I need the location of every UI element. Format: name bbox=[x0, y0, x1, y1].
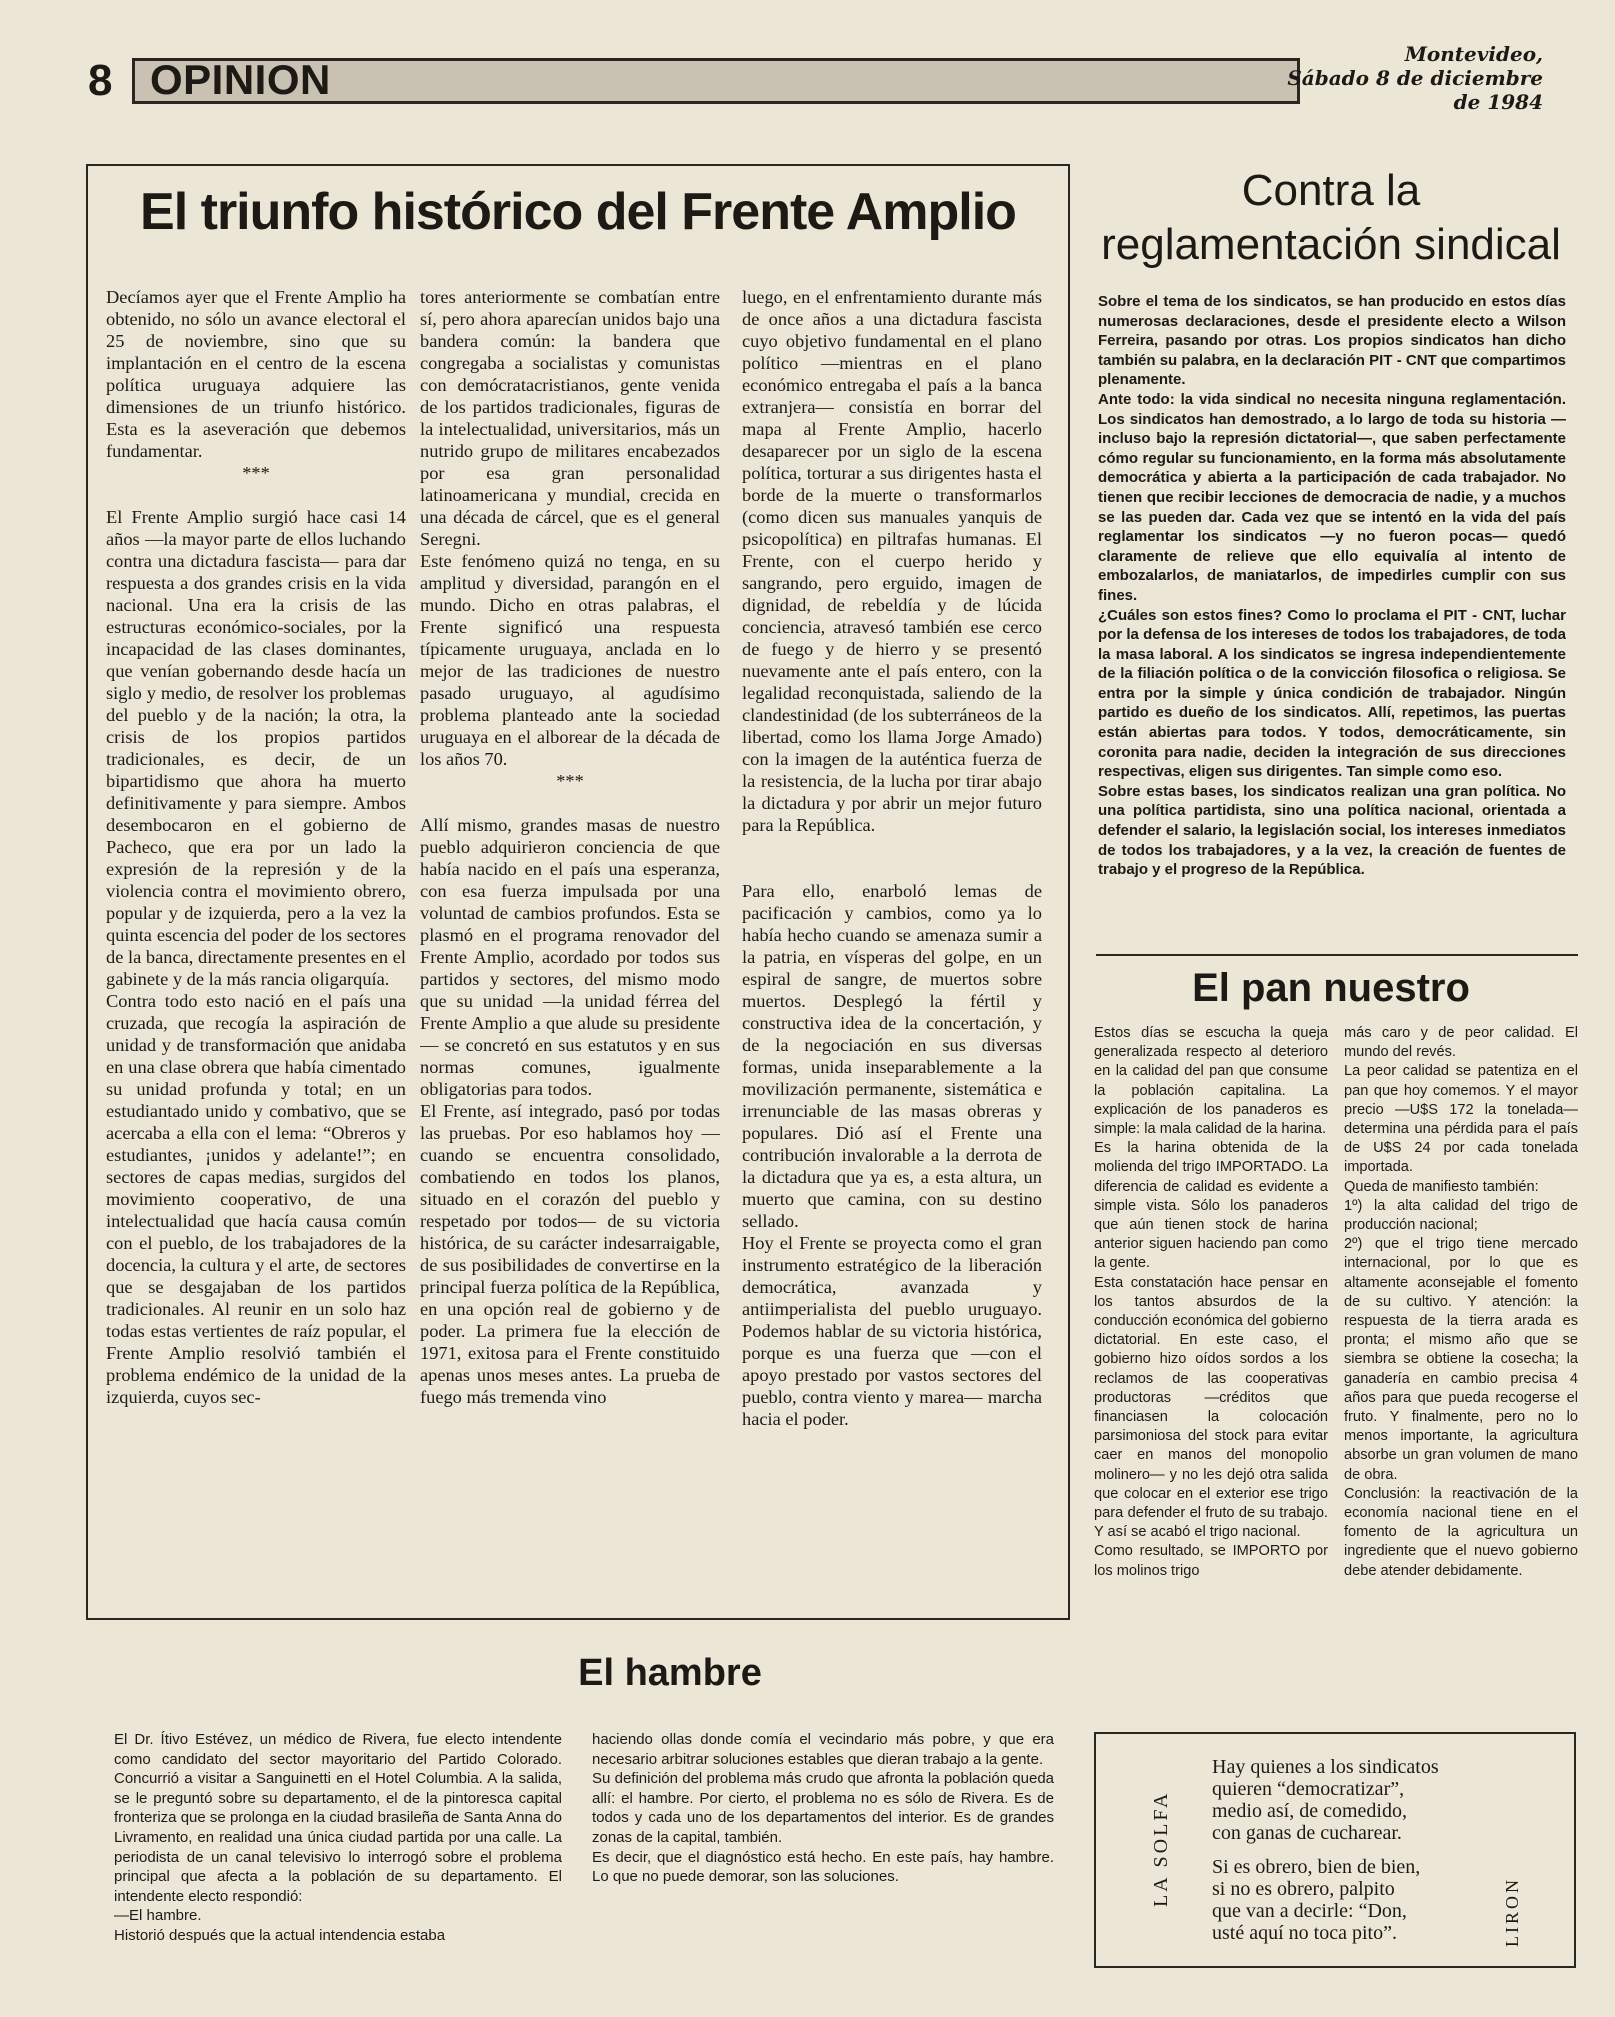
divider bbox=[1096, 954, 1578, 956]
dateline-day: Sábado 8 de diciembre bbox=[1287, 66, 1543, 90]
pan-headline: El pan nuestro bbox=[1192, 966, 1470, 1010]
pan-column-2: más caro y de peor calidad. El mundo del revés. La peor calidad se patentiza en el pan que hoy comemos. Y el mayor precio —U$S 172 la tonelada— determina una pérdida para el país de U$S 24 por cada tonelada importada. Queda de manifiesto también: 1º) la alta calidad del trigo de producción nacional; 2º) que el trigo tiene mercado internacional, por lo que es altamente aconsejable el fomento de su cultivo. Y atención: la respuesta de la tierra arada es pronta; el mismo año que se siembra se obtiene la cosecha; la ganadería en cambio precisa 4 años para que pueda recogerse el fruto. Y finalmente, pero no lo menos importante, la agricultura absorbe un gran volumen de mano de obra. Conclusión: la reactivación de la economía nacional tiene en el fomento de la agricultura un ingrediente que el nuevo gobierno debe atender debidamente. bbox=[1344, 1025, 1578, 1579]
column-paragraph: El Frente Amplio surgió hace casi 14 años —la mayor parte de ellos luchando contra una dictadura fascista— para dar respuesta a dos grandes crisis en la vida nacional. Una era la crisis de las estructuras económico-sociales, por la incapacidad de las clases dominantes, que venían gobernando desde hacía un siglo y medio, de resolver los problemas del pueblo y de la nación; la otra, la crisis de los propios partidos tradicionales, es decir, de un bipartidismo que ahora ha muerto definitivamente y para siempre. Ambos desembocaron en el gobierno de Pacheco, que era por un lado la expresión de la represión y de la violencia contra el movimiento obrero, popular y de izquierda, pero a la vez la quinta escencia del poder de los sectores de la banca, directamente presentes en el gabinete y de la más rancia oligarquía. Contra todo esto nació en el país una cruzada, que recogía la aspiración de unidad y de transformación que anidaba en una clase obrera que había cimentado su unidad profunda y total; en un estudiantado unido y combativo, que se acercaba a ella con el lema: “Obreros y estudiantes, ¡unidos y adelante!”; en sectores de capas medias, surgidos del movimiento cooperativo, de una intelectualidad que hacía causa común con el pueblo, de los trabajadores de la docencia, la cultura y el arte, de sectores que se desgajaban de los partidos tradicionales. Al reunir en un solo haz todas estas vertientes de raíz popular, el Frente Amplio resolvió también el problema endémico de la unidad de la izquierda, cuyos sec- bbox=[106, 507, 406, 1407]
separator: *** bbox=[242, 463, 270, 483]
column-paragraph: Para ello, enarboló lemas de pacificación y cambios, como ya lo había hecho cuando se amenaza sumir a la patria, en vísperas del golpe, en un espiral de sangre, de muertos sobre muertos. Desplegó la fértil y constructiva idea de la concertación, y de la negociación en sus diversas formas, unida inseparablemente a la movilización permanente, sistemática e irrenunciable de las masas obreras y populares. Dió así el Frente una contribución invalorable a la derrota de la dictadura que ya es, a esta altura, un muerto que camina, con su destino sellado. Hoy el Frente se proyecta como el gran instrumento estratégico de la liberación democrática, avanzada y antiimperialista del pueblo uruguayo. Podemos hablar de su victoria histórica, porque es una fuerza que —con el apoyo prestado por vastos sectores del pueblo, contra viento y marea— marcha hacia el poder. bbox=[742, 881, 1042, 1429]
page-number: 8 bbox=[88, 56, 113, 105]
article-headline: El triunfo histórico del Frente Amplio bbox=[140, 183, 1016, 241]
poem-stanza: Si es obrero, bien de bien, si no es obrero, palpito que van a decirle: “Don, usté aquí no toca pito”. bbox=[1212, 1856, 1421, 1944]
solfa-label: LA SOLFA bbox=[1150, 1790, 1172, 1908]
column-paragraph: tores anteriormente se combatían entre sí, pero ahora aparecían unidos bajo una bandera común: la bandera que congregaba a socialistas y comunistas con demócratacristianos, gente venida de los partidos tradicionales, figuras de la intelectualidad, universitarios, más un nutrido grupo de militares encabezados por esa gran personalidad latinoamericana y mundial, crecida en una década de cárcel, que es el general Seregni. Este fenómeno quizá no tenga, en su amplitud y diversidad, parangón en el mundo. Dicho en otras palabras, el Frente significó una respuesta típicamente uruguaya, anclada en lo mejor de las tradiciones de nuestro pasado uruguayo, al agudísimo problema planteado ante la sociedad uruguaya en el alborear de la década de los años 70. bbox=[420, 287, 720, 769]
contra-headline: Contra la reglamentación sindical bbox=[1101, 166, 1561, 269]
column-paragraph: Allí mismo, grandes masas de nuestro pueblo adquirieron conciencia de que había nacido en el país una esperanza, con esa fuerza impulsada por una voluntad de cambios profundos. Esta se plasmó en el programa renovador del Frente Amplio, acordado por todos sus partidos y sectores, del mismo modo que su unidad —la unidad férrea del Frente Amplio a que alude su presidente— se concretó en sus estatutos y en sus normas comunes, igualmente obligatorias para todos. El Frente, así integrado, pasó por todas las pruebas. Por eso hablamos hoy —cuando se encuentra consolidado, combatiendo en todos los planos, situado en el corazón del pueblo y respetado por todos— de su victoria histórica, de su carácter indesarraigable, de sus posibilidades de convertirse en la principal fuerza política de la República, en una opción real de gobierno y de poder. La primera fue la elección de 1971, exitosa para el Frente constituido apenas unos meses antes. La prueba de fuego más tremenda vino bbox=[420, 815, 720, 1407]
column-paragraph: Decíamos ayer que el Frente Amplio ha obtenido, no sólo un avance electoral el 25 de noviembre, sino que su implantación en el centro de la escena política uruguaya adquiere las dimensiones de un triunfo histórico. Esta es la aseveración que debemos fundamentar. bbox=[106, 287, 406, 461]
column-paragraph: luego, en el enfrentamiento durante más de once años a una dictadura fascista cuyo objetivo fundamental en el plano político —mientras en el plano económico entregaba el país a la banca extranjera— consistía en borrar del mapa al Frente Amplio, hacerlo desaparecer por un siglo de la escena política, torturar a sus dirigentes hasta el borde de la muerte o transformarlos (como dicen sus manuales yanquis de psicopolítica) en piltrafas humanas. El Frente, con el cuerpo herido y sangrando, pero erguido, imagen de dignidad, de rebeldía y de lúcida conciencia, atravesó también ese cerco de fuego y de hierro y se presentó nuevamente ante el país entero, con la legalidad reconquistada, saliendo de la clandestinidad (de los subterráneos de la libertad, como los llama Jorge Amado) con la imagen de la auténtica fuerza de la resistencia, de la lucha por tirar abajo la dictadura y por abrir un mejor futuro para la República. bbox=[742, 287, 1042, 835]
article-column-2 bbox=[420, 264, 720, 1594]
contra-body: Sobre el tema de los sindicatos, se han producido en estos días numerosas declaraciones, desde el presidente electo a Wilson Ferreira, pasando por otras. Los propios sindicatos han dicho también su palabra, en la declaración PIT - CNT que compartimos plenamente. Ante todo: la vida sindical no necesita ninguna reglamentación. Los sindicatos han demostrado, a lo largo de toda su historia —incluso bajo la represión dictatorial—, que saben perfectamente cómo regular su funcionamiento, en la forma más absolutamente democrática y abierta a la participación de cada trabajador. No tienen que recibir lecciones de democracia de nadie, y a muchos se las pueden dar. Cada vez que se intentó en la vida del país reglamentar los sindicatos —y no fueron pocas— quedó claramente de relieve que ello equivalía al intento de embozalarlos, de maniatarlos, de impedirles cumplir con sus fines. ¿Cuáles son estos fines? Como lo proclama el PIT - CNT, luchar por la defensa de los intereses de todos los trabajadores, de toda la masa laboral. A los sindicatos se ingresa independientemente de la filiación política o de la convicción filosofica o religiosa. Se entra por la simple y única condición de trabajador. Ningún partido es dueño de los sindicatos. Allí, repetimos, las puertas están abiertas para todos. Y todos, democráticamente, sin coronita para nadie, deciden la integración de sus direcciones respectivas, eligen sus dirigentes. Tan simple como eso. Sobre estas bases, los sindicatos realizan una gran política. No una política partidista, sino una política nacional, orientada a defender el salario, la legislación social, los intereses inmediatos de todos los trabajadores, y a la vez, la creación de fuentes de trabajo y el progreso de la República. bbox=[1098, 293, 1566, 879]
dateline-year: de 1984 bbox=[1453, 90, 1543, 114]
poem-stanza: Hay quienes a los sindicatos quieren “democratizar”, medio así, de comedido, con ganas de cucharear. bbox=[1212, 1756, 1439, 1844]
hambre-column-1: El Dr. Ítivo Estévez, un médico de Rivera, fue electo intendente como candidato del sector mayoritario del Partido Colorado. Concurrió a visitar a Sanguinetti en el Hotel Columbia. A la salida, se le preguntó sobre su departamento, el de la pintoresca capital fronteriza que se prolonga en la ciudad brasileña de Santa Anna do Livramento, en realidad una única ciudad partida por una calle. La periodista de un canal televisivo lo interrogó sobre el problema principal que afecta a la población de su departamento. El intendente electo respondió: —El hambre. Historió después que la actual intendencia estaba bbox=[114, 1731, 562, 1944]
article-column-3 bbox=[742, 264, 1042, 1594]
separator: *** bbox=[556, 771, 584, 791]
article-column-1 bbox=[106, 264, 406, 1594]
pan-column-1: Estos días se escucha la queja generalizada respecto al deterioro en la calidad del pan que consume la población capitalina. La explicación de los panaderos es simple: la mala calidad de la harina. Es la harina obtenida de la molienda del trigo IMPORTADO. La diferencia de calidad es evidente a simple vista. Sólo los panaderos que aún tienen stock de harina anterior siguen haciendo pan como la gente. Esta constatación hace pensar en los tantos absurdos de la conducción económica del gobierno dictatorial. En este caso, el gobierno hizo oídos sordos a los reclamos de las cooperativas productoras —créditos que financiasen la colocación parsimoniosa del stock para evitar caer en manos del monopolio molinero— y no les dejó otra salida que colocar en el exterior ese trigo para defender el fruto de su trabajo. Y así se acabó el trigo nacional. Como resultado, se IMPORTO por los molinos trigo bbox=[1094, 1025, 1328, 1579]
poem-author: LIRON bbox=[1502, 1877, 1522, 1947]
hambre-headline: El hambre bbox=[578, 1652, 762, 1694]
dateline bbox=[1287, 42, 1543, 114]
section-title: OPINION bbox=[150, 56, 331, 103]
hambre-column-2: haciendo ollas donde comía el vecindario más pobre, y que era necesario arbitrar soluciones estables que dieran trabajo a la gente. Su definición del problema más crudo que afronta la población queda allí: el hambre. Por cierto, el problema no es sólo de Rivera. Es de todos y cada uno de los departamentos del interior. Es de grandes zonas de la capital, también. Es decir, que el diagnóstico está hecho. En este país, hay hambre. Lo que no puede demorar, son las soluciones. bbox=[592, 1731, 1054, 1886]
dateline-city: Montevideo, bbox=[1404, 42, 1543, 66]
